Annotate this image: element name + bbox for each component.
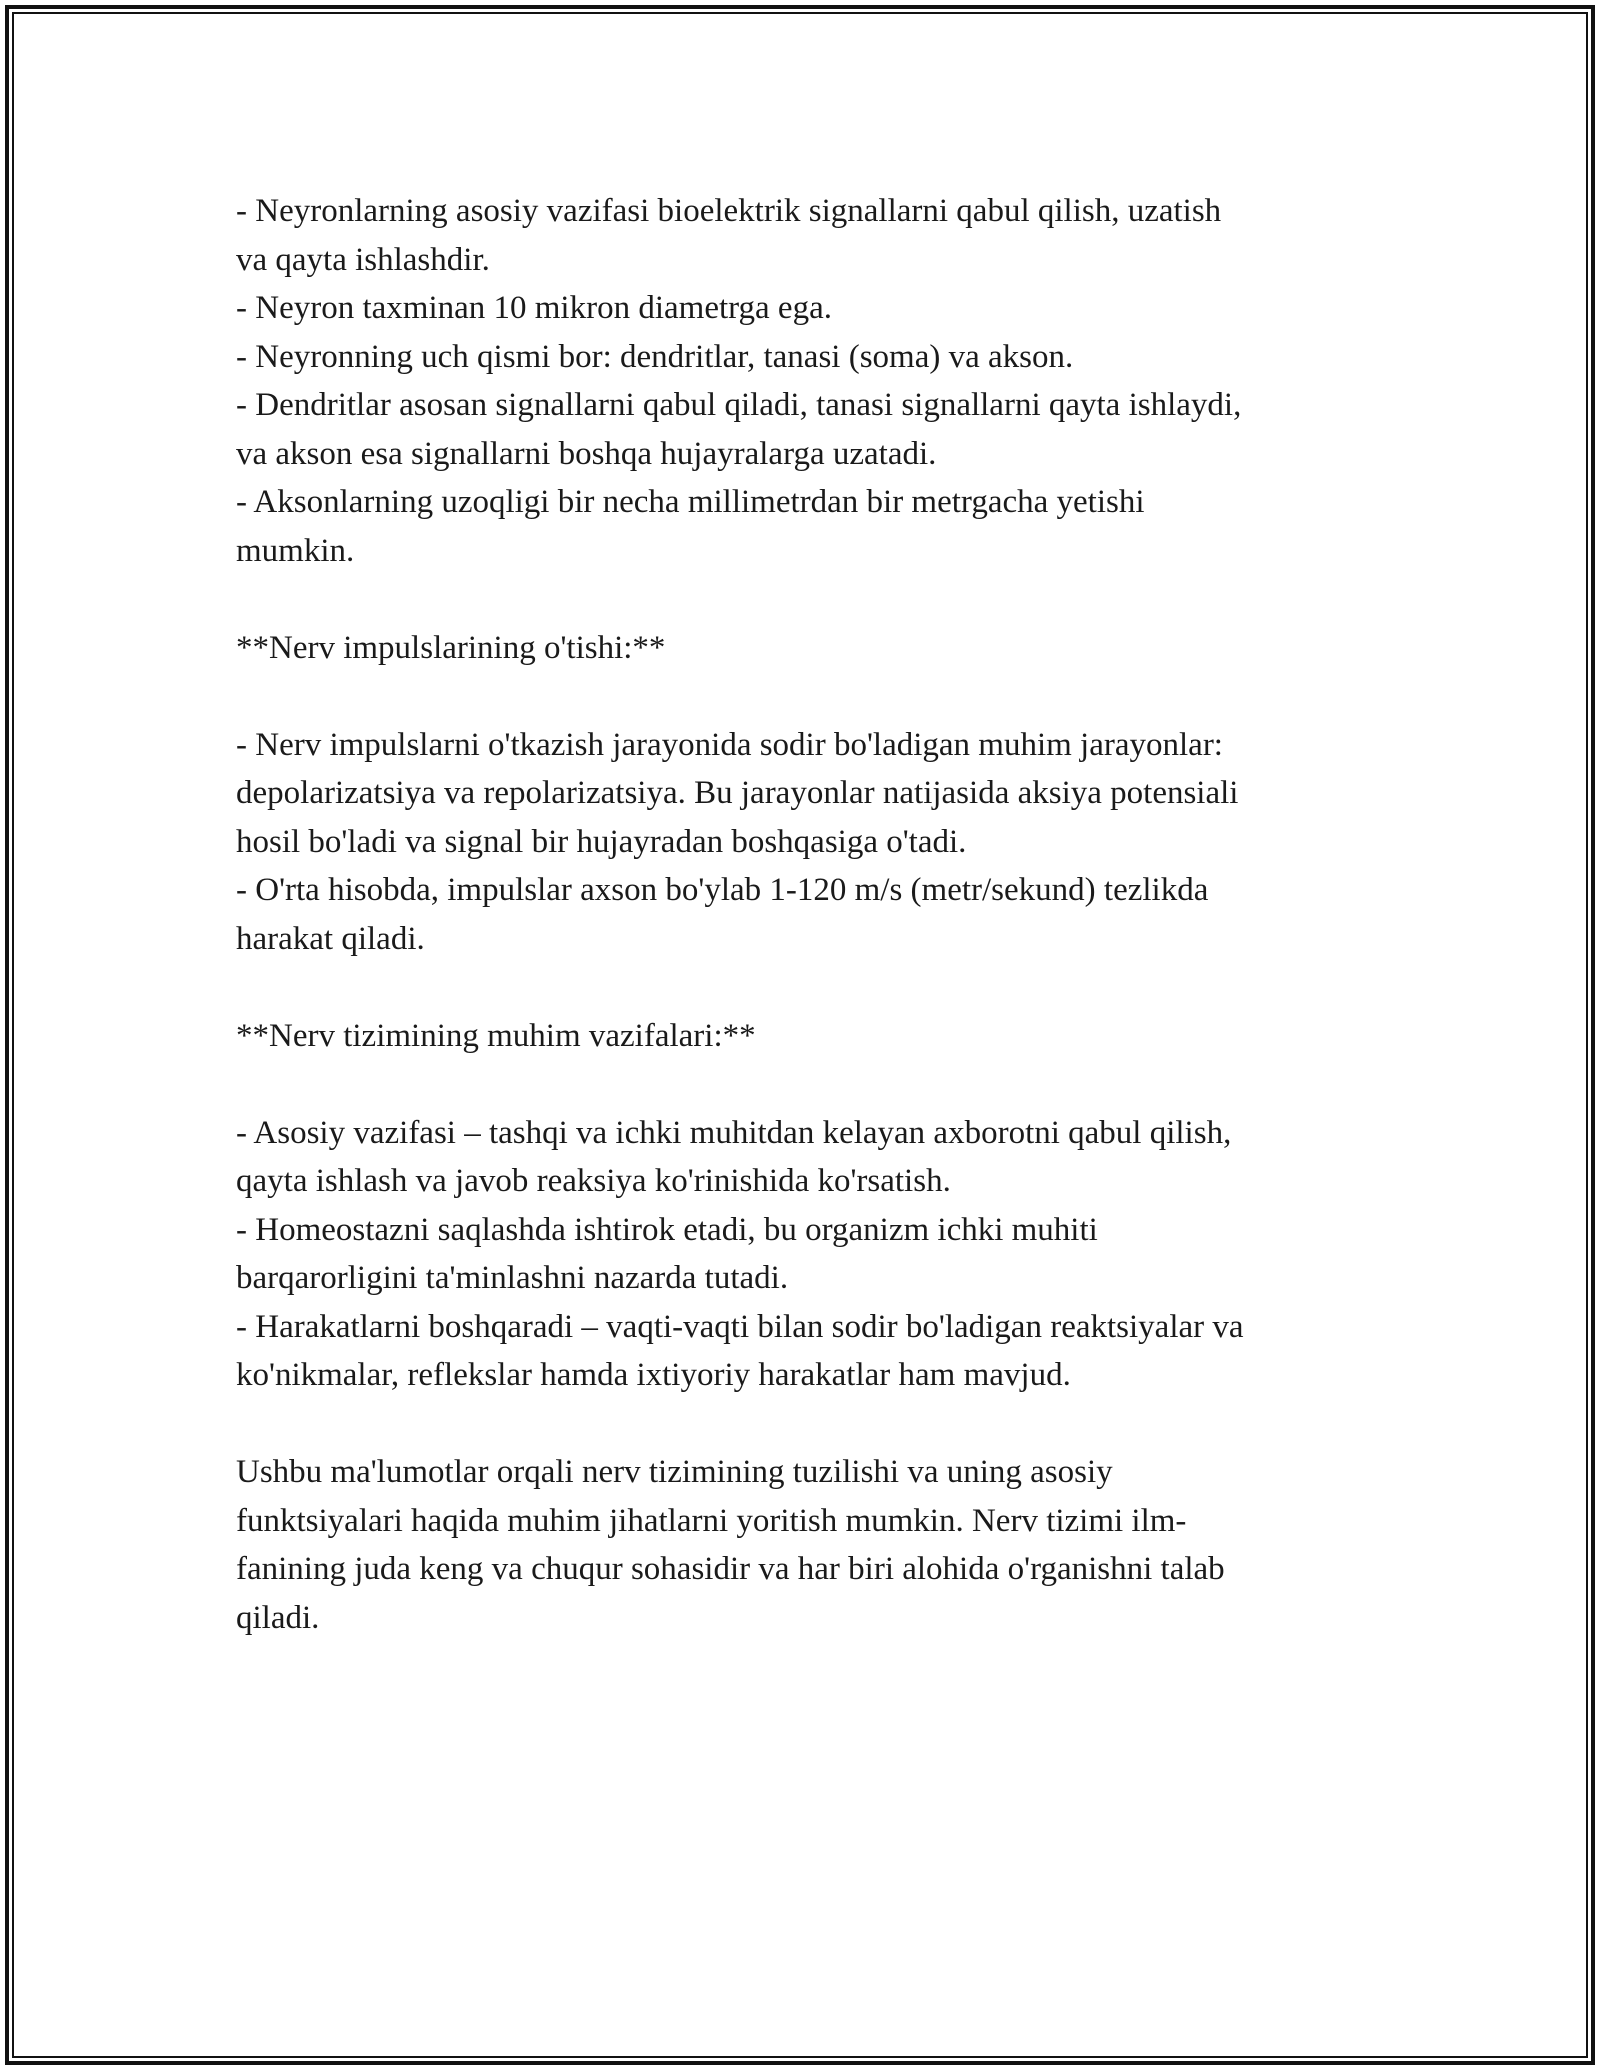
text-line: - Aksonlarning uzoqligi bir necha millimetrdan bir metrgacha yetishi — [236, 484, 1145, 520]
text-line: - Homeostazni saqlashda ishtirok etadi, bu organizm ichki muhiti — [236, 1211, 1098, 1248]
text-line: - Asosiy vazifasi – tashqi va ichki muhitdan kelayan axborotni qabul qilish, — [236, 1114, 1232, 1151]
text-line: mumkin. — [236, 532, 355, 569]
text-line: harakat qiladi. — [236, 920, 425, 957]
text-line: fanining juda keng va chuqur sohasidir va har biri alohida o'rganishni talab — [236, 1551, 1225, 1587]
text-line: va akson esa signallarni boshqa hujayralarga uzatadi. — [236, 435, 937, 472]
blank-line — [236, 672, 1366, 721]
section-heading: **Nerv tizimining muhim vazifalari:** — [236, 1017, 756, 1054]
text-line: - Harakatlarni boshqaradi – vaqti-vaqti bilan sodir bo'ladigan reaktsiyalar va — [236, 1308, 1244, 1345]
text-line: - Dendritlar asosan signallarni qabul qiladi, tanasi signallarni qayta ishlaydi, — [236, 387, 1242, 423]
text-line: - Neyronlarning asosiy vazifasi bioelektrik signallarni qabul qilish, uzatish — [236, 193, 1222, 229]
document-body — [236, 187, 1366, 1642]
text-line: - Nerv impulslarni o'tkazish jarayonida sodir bo'ladigan muhim jarayonlar: — [236, 726, 1223, 763]
text-line: - Neyron taxminan 10 mikron diametrga ega. — [236, 290, 832, 326]
text-line: hosil bo'ladi va signal bir hujayradan boshqasiga o'tadi. — [236, 823, 967, 860]
section-heading: **Nerv impulslarining o'tishi:** — [236, 629, 666, 666]
blank-line — [236, 1400, 1366, 1449]
text-line: Ushbu ma'lumotlar orqali nerv tizimining tuzilishi va uning asosiy — [236, 1454, 1113, 1490]
text-line: depolarizatsiya va repolarizatsiya. Bu jarayonlar natijasida aksiya potensiali — [236, 775, 1239, 811]
text-line: qiladi. — [236, 1599, 320, 1636]
text-line: - O'rta hisobda, impulslar axson bo'ylab 1-120 m/s (metr/sekund) tezlikda — [236, 872, 1209, 908]
blank-line — [236, 963, 1366, 1012]
text-line: - Neyronning uch qismi bor: dendritlar, tanasi (soma) va akson. — [236, 338, 1074, 375]
blank-line — [236, 1060, 1366, 1109]
text-line: va qayta ishlashdir. — [236, 241, 490, 278]
text-line: barqarorligini ta'minlashni nazarda tutadi. — [236, 1260, 789, 1296]
text-line: funktsiyalari haqida muhim jihatlarni yoritish mumkin. Nerv tizimi ilm- — [236, 1502, 1187, 1539]
text-line: qayta ishlash va javob reaksiya ko'rinishida ko'rsatish. — [236, 1163, 951, 1199]
blank-line — [236, 575, 1366, 624]
text-line: ko'nikmalar, reflekslar hamda ixtiyoriy harakatlar ham mavjud. — [236, 1357, 1071, 1393]
